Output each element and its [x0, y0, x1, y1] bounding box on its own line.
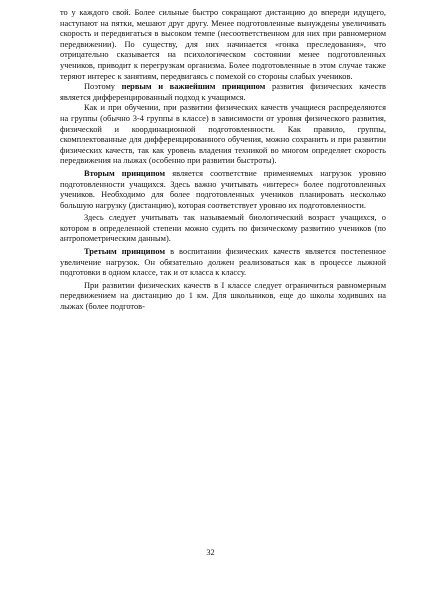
paragraph-1	[60, 8, 386, 82]
text-run: развития физических качеств является дифференцированный подход к учащимся.	[60, 82, 386, 102]
principle-heading-third: Третьим принципом	[84, 247, 166, 257]
paragraph-6	[60, 247, 386, 279]
paragraph-2	[60, 82, 386, 103]
text-run: в воспитании физических качеств является постепенное увеличение нагрузок. Он обязательно должен реализоваться как в процессе лыжной подготовки в одном классе, так и от класса к классу.	[60, 247, 387, 278]
body-text	[60, 8, 386, 313]
text-run: то у каждого свой. Более сильные быстро сокращают дистанцию до впереди идущего, наступают на пятки, мешают друг другу. Менее подготовленные вынуждены увеличивать скорость и передвигаться в высоком темпе (несоответственном для них при равномерном передвижении). По существу, для них начинается «гонка преследования», что отрицательно сказывается на психологическом состоянии менее подготовленных учеников, приводит к перегрузкам организма. Более подготовленные в этом случае также теряют интерес к занятиям, передвигаясь с помехой со стороны слабых учеников.	[60, 8, 386, 81]
page-number: 32	[206, 548, 215, 557]
text-run: Как и при обучении, при развитии физических качеств учащиеся распределяются на группы (обычно 3-4 группы в классе) в зависимости от уровня физического развития, физической и координационной подготовленности. Как правило, группы, скомплектованные для дифференцированного обучения, можно сохранить и при развитии физических качеств, так как уровень владения техникой во многом определяет скорость передвижения на лыжах (особенно при развитии быстроты).	[60, 103, 386, 166]
text-run: При развитии физических качеств в I классе следует ограничиться равномерным передвижением на дистанцию до 1 км. Для школьников, еще до школы ходивших на лыжах (более подготов-	[60, 280, 386, 312]
principle-heading-second: Вторым принципом	[84, 168, 166, 178]
paragraph-7	[60, 281, 386, 313]
text-run: Поэтому	[84, 82, 122, 92]
paragraph-5	[60, 213, 386, 245]
paragraph-3	[60, 103, 386, 167]
text-run: является соответствие применяемых нагрузок уровню подготовленности учащихся. Здесь важно учитывать «интерес» более подготовленных учеников. Необходимо для более подготовленных учеников планировать несколько большую нагрузку (дистанцию), которая соответствует уровню их подготовленности.	[60, 168, 386, 210]
text-run: Здесь следует учитывать так называемый биологический возраст учащихся, о котором в определенной степени можно судить по физическому развитию учеников (по антропометрическим данным).	[60, 213, 386, 244]
principle-heading-first: первым и важнейшим принципом	[121, 82, 266, 92]
paragraph-4	[60, 169, 386, 211]
